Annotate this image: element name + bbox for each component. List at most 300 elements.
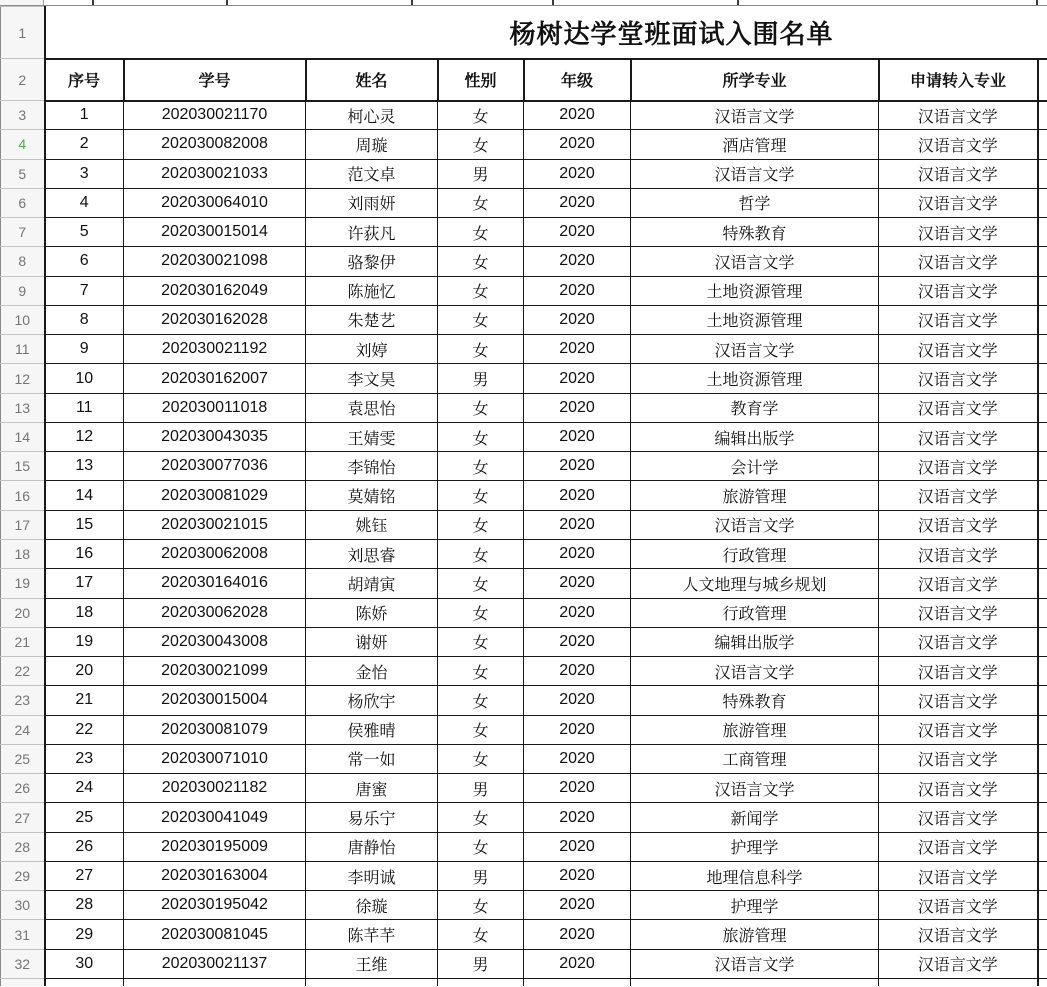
row-number[interactable]: 22 [1, 657, 45, 686]
cell-transfer-major[interactable]: 汉语言文学 [879, 569, 1038, 598]
cell-student-id[interactable] [124, 978, 306, 986]
cell-major[interactable]: 编辑出版学 [631, 627, 879, 656]
cell-name[interactable]: 许荻凡 [306, 218, 438, 247]
cell-no[interactable]: 24 [45, 774, 124, 803]
cell-next-column[interactable] [1038, 276, 1047, 305]
cell-major[interactable]: 特殊教育 [631, 218, 879, 247]
cell-name[interactable]: 陈施忆 [306, 276, 438, 305]
cell-gender[interactable]: 男 [438, 364, 524, 393]
cell-major[interactable]: 哲学 [631, 188, 879, 217]
cell-grade[interactable]: 2020 [524, 715, 631, 744]
cell-major[interactable]: 新闻学 [631, 803, 879, 832]
cell-name[interactable]: 李明诚 [306, 861, 438, 890]
cell-transfer-major[interactable]: 汉语言文学 [879, 130, 1038, 159]
cell-student-id[interactable]: 202030163004 [124, 861, 306, 890]
cell-name[interactable]: 王维 [306, 949, 438, 978]
cell-grade[interactable]: 2020 [524, 861, 631, 890]
cell-gender[interactable]: 女 [438, 744, 524, 773]
row-number[interactable]: 25 [1, 744, 45, 773]
cell-no[interactable]: 10 [45, 364, 124, 393]
cell-name[interactable]: 袁思怡 [306, 393, 438, 422]
cell-student-id[interactable]: 202030077036 [124, 452, 306, 481]
cell-grade[interactable] [524, 978, 631, 986]
cell-grade[interactable]: 2020 [524, 305, 631, 334]
header-grade[interactable]: 年级 [524, 59, 631, 101]
cell-next-column[interactable] [1038, 101, 1047, 130]
cell-major[interactable]: 酒店管理 [631, 130, 879, 159]
cell-transfer-major[interactable]: 汉语言文学 [879, 744, 1038, 773]
cell-student-id[interactable]: 202030162028 [124, 305, 306, 334]
cell-transfer-major[interactable]: 汉语言文学 [879, 422, 1038, 451]
row-number[interactable]: 23 [1, 686, 45, 715]
cell-name[interactable]: 唐蜜 [306, 774, 438, 803]
row-number[interactable]: 3 [1, 101, 45, 130]
cell-gender[interactable]: 女 [438, 803, 524, 832]
cell-gender[interactable]: 女 [438, 130, 524, 159]
cell-next-column[interactable] [1038, 569, 1047, 598]
cell-transfer-major[interactable]: 汉语言文学 [879, 276, 1038, 305]
cell-no[interactable]: 23 [45, 744, 124, 773]
cell-major[interactable]: 工商管理 [631, 744, 879, 773]
cell-next-column[interactable] [1038, 188, 1047, 217]
table-row [1, 627, 1047, 656]
cell-student-id[interactable]: 202030062028 [124, 598, 306, 627]
cell-no[interactable]: 16 [45, 539, 124, 568]
partial-next-row [1, 978, 1047, 986]
cell-no[interactable]: 8 [45, 305, 124, 334]
cell-next-column[interactable] [1038, 861, 1047, 890]
cell-next-column[interactable] [1038, 247, 1047, 276]
cell-name[interactable]: 易乐宁 [306, 803, 438, 832]
cell-grade[interactable]: 2020 [524, 130, 631, 159]
row-number[interactable] [1, 978, 45, 986]
cell-no[interactable]: 11 [45, 393, 124, 422]
cell-transfer-major[interactable]: 汉语言文学 [879, 715, 1038, 744]
cell-student-id[interactable]: 202030195009 [124, 832, 306, 861]
cell-grade[interactable]: 2020 [524, 364, 631, 393]
cell-grade[interactable]: 2020 [524, 218, 631, 247]
row-number[interactable]: 19 [1, 569, 45, 598]
cell-grade[interactable]: 2020 [524, 159, 631, 188]
cell-no[interactable]: 29 [45, 920, 124, 949]
cell-major[interactable]: 地理信息科学 [631, 861, 879, 890]
cell-grade[interactable]: 2020 [524, 247, 631, 276]
header-transfer-major[interactable]: 申请转入专业 [879, 59, 1038, 101]
cell-gender[interactable]: 女 [438, 539, 524, 568]
cell-transfer-major[interactable]: 汉语言文学 [879, 393, 1038, 422]
cell-major[interactable]: 旅游管理 [631, 481, 879, 510]
cell-student-id[interactable]: 202030021170 [124, 101, 306, 130]
cell-grade[interactable]: 2020 [524, 891, 631, 920]
cell-no[interactable]: 17 [45, 569, 124, 598]
cell-transfer-major[interactable]: 汉语言文学 [879, 510, 1038, 539]
cell-name[interactable]: 陈娇 [306, 598, 438, 627]
row-number[interactable]: 18 [1, 539, 45, 568]
cell-next-column[interactable] [1038, 335, 1047, 364]
cell-gender[interactable]: 女 [438, 276, 524, 305]
cell-grade[interactable]: 2020 [524, 920, 631, 949]
cell-student-id[interactable]: 202030195042 [124, 891, 306, 920]
cell-next-column[interactable] [1038, 393, 1047, 422]
cell-next-column[interactable] [1038, 978, 1047, 986]
cell-student-id[interactable]: 202030081045 [124, 920, 306, 949]
cell-name[interactable]: 侯雅晴 [306, 715, 438, 744]
cell-next-column[interactable] [1038, 949, 1047, 978]
cell-gender[interactable]: 女 [438, 569, 524, 598]
cell-transfer-major[interactable]: 汉语言文学 [879, 481, 1038, 510]
cell-next-column[interactable] [1038, 364, 1047, 393]
cell-next-column[interactable] [1038, 598, 1047, 627]
cell-major[interactable] [631, 978, 879, 986]
cell-name[interactable]: 周璇 [306, 130, 438, 159]
cell-major[interactable]: 教育学 [631, 393, 879, 422]
cell-name[interactable]: 胡靖寅 [306, 569, 438, 598]
cell-name[interactable]: 刘婷 [306, 335, 438, 364]
row-number[interactable]: 21 [1, 627, 45, 656]
cell-major[interactable]: 汉语言文学 [631, 774, 879, 803]
cell-major[interactable]: 行政管理 [631, 598, 879, 627]
cell-gender[interactable] [438, 978, 524, 986]
cell-grade[interactable]: 2020 [524, 774, 631, 803]
cell-transfer-major[interactable]: 汉语言文学 [879, 598, 1038, 627]
cell-gender[interactable]: 女 [438, 393, 524, 422]
cell-student-id[interactable]: 202030164016 [124, 569, 306, 598]
cell-gender[interactable]: 女 [438, 657, 524, 686]
cell-gender[interactable]: 女 [438, 686, 524, 715]
cell-transfer-major[interactable]: 汉语言文学 [879, 949, 1038, 978]
cell-no[interactable]: 5 [45, 218, 124, 247]
cell-gender[interactable]: 女 [438, 891, 524, 920]
cell-grade[interactable]: 2020 [524, 422, 631, 451]
row-gutter-remnant [0, 0, 44, 5]
cell-major[interactable]: 护理学 [631, 891, 879, 920]
cell-student-id[interactable]: 202030071010 [124, 744, 306, 773]
row-number[interactable]: 13 [1, 393, 45, 422]
cell-grade[interactable]: 2020 [524, 627, 631, 656]
cell-gender[interactable]: 男 [438, 949, 524, 978]
cell-student-id[interactable]: 202030081029 [124, 481, 306, 510]
cell-next-column[interactable] [1038, 59, 1047, 101]
header-name[interactable]: 姓名 [306, 59, 438, 101]
cell-student-id[interactable]: 202030015014 [124, 218, 306, 247]
cell-name[interactable]: 李文昊 [306, 364, 438, 393]
cell-student-id[interactable]: 202030021182 [124, 774, 306, 803]
cell-no[interactable] [45, 978, 124, 986]
cell-transfer-major[interactable]: 汉语言文学 [879, 832, 1038, 861]
cell-gender[interactable]: 女 [438, 920, 524, 949]
gridline-stub [226, 0, 228, 5]
cell-student-id[interactable]: 202030162007 [124, 364, 306, 393]
cell-transfer-major[interactable]: 汉语言文学 [879, 627, 1038, 656]
cell-next-column[interactable] [1038, 481, 1047, 510]
cell-major[interactable]: 行政管理 [631, 539, 879, 568]
row-number[interactable]: 8 [1, 247, 45, 276]
cell-transfer-major[interactable]: 汉语言文学 [879, 247, 1038, 276]
cell-next-column[interactable] [1038, 686, 1047, 715]
cell-name[interactable]: 唐静怡 [306, 832, 438, 861]
cell-major[interactable]: 土地资源管理 [631, 305, 879, 334]
cell-gender[interactable]: 女 [438, 481, 524, 510]
cell-gender[interactable]: 女 [438, 305, 524, 334]
cell-name[interactable]: 徐璇 [306, 891, 438, 920]
row-number[interactable]: 26 [1, 774, 45, 803]
cell-major[interactable]: 人文地理与城乡规划 [631, 569, 879, 598]
cell-name[interactable]: 金怡 [306, 657, 438, 686]
cell-grade[interactable]: 2020 [524, 744, 631, 773]
cell-next-column[interactable] [1038, 130, 1047, 159]
cell-student-id[interactable]: 202030021015 [124, 510, 306, 539]
cell-next-column[interactable] [1038, 159, 1047, 188]
cell-next-column[interactable] [1038, 744, 1047, 773]
cell-next-column[interactable] [1038, 539, 1047, 568]
cell-major[interactable]: 特殊教育 [631, 686, 879, 715]
cell-transfer-major[interactable]: 汉语言文学 [879, 335, 1038, 364]
cell-name[interactable]: 范文卓 [306, 159, 438, 188]
cell-student-id[interactable]: 202030021192 [124, 335, 306, 364]
cell-next-column[interactable] [1038, 920, 1047, 949]
cell-student-id[interactable]: 202030021033 [124, 159, 306, 188]
cell-next-column[interactable] [1038, 657, 1047, 686]
header-student-id[interactable]: 学号 [124, 59, 306, 101]
cell-no[interactable]: 13 [45, 452, 124, 481]
cell-name[interactable]: 常一如 [306, 744, 438, 773]
cell-name[interactable]: 杨欣宇 [306, 686, 438, 715]
cell-transfer-major[interactable]: 汉语言文学 [879, 218, 1038, 247]
row-number[interactable]: 29 [1, 861, 45, 890]
cell-student-id[interactable]: 202030021099 [124, 657, 306, 686]
cell-grade[interactable]: 2020 [524, 335, 631, 364]
cell-next-column[interactable] [1038, 803, 1047, 832]
cell-no[interactable]: 1 [45, 101, 124, 130]
table-row [1, 598, 1047, 627]
cell-student-id[interactable]: 202030162049 [124, 276, 306, 305]
cell-grade[interactable]: 2020 [524, 657, 631, 686]
row-number[interactable]: 20 [1, 598, 45, 627]
cell-name[interactable] [306, 978, 438, 986]
cell-name[interactable]: 莫婧铭 [306, 481, 438, 510]
cell-major[interactable]: 护理学 [631, 832, 879, 861]
cell-grade[interactable]: 2020 [524, 598, 631, 627]
row-number[interactable]: 9 [1, 276, 45, 305]
cell-transfer-major[interactable]: 汉语言文学 [879, 305, 1038, 334]
cell-grade[interactable]: 2020 [524, 803, 631, 832]
row-number[interactable]: 4 [1, 130, 45, 159]
cell-next-column[interactable] [1038, 627, 1047, 656]
row-number[interactable]: 14 [1, 422, 45, 451]
table-row [1, 686, 1047, 715]
cell-no[interactable]: 28 [45, 891, 124, 920]
cell-next-column[interactable] [1038, 510, 1047, 539]
cell-name[interactable]: 姚钰 [306, 510, 438, 539]
cell-no[interactable]: 22 [45, 715, 124, 744]
cell-grade[interactable]: 2020 [524, 949, 631, 978]
cell-student-id[interactable]: 202030021098 [124, 247, 306, 276]
cell-next-column[interactable] [1038, 452, 1047, 481]
cell-next-column[interactable] [1038, 715, 1047, 744]
cell-major[interactable]: 旅游管理 [631, 715, 879, 744]
cell-gender[interactable]: 女 [438, 422, 524, 451]
cell-name[interactable]: 刘雨妍 [306, 188, 438, 217]
cell-no[interactable]: 4 [45, 188, 124, 217]
row-number[interactable]: 15 [1, 452, 45, 481]
cell-major[interactable]: 汉语言文学 [631, 949, 879, 978]
row-number[interactable]: 2 [1, 59, 45, 101]
cell-gender[interactable]: 女 [438, 510, 524, 539]
cell-no[interactable]: 15 [45, 510, 124, 539]
cell-major[interactable]: 会计学 [631, 452, 879, 481]
cell-transfer-major[interactable]: 汉语言文学 [879, 803, 1038, 832]
cell-name[interactable]: 刘思睿 [306, 539, 438, 568]
row-number[interactable]: 30 [1, 891, 45, 920]
row-number[interactable]: 28 [1, 832, 45, 861]
cell-next-column[interactable] [1038, 774, 1047, 803]
row-number[interactable]: 24 [1, 715, 45, 744]
cell-transfer-major[interactable]: 汉语言文学 [879, 101, 1038, 130]
cell-transfer-major[interactable]: 汉语言文学 [879, 891, 1038, 920]
cell-major[interactable]: 土地资源管理 [631, 364, 879, 393]
row-number[interactable]: 31 [1, 920, 45, 949]
row-number[interactable]: 11 [1, 335, 45, 364]
row-number[interactable]: 16 [1, 481, 45, 510]
cell-name[interactable]: 陈芊芊 [306, 920, 438, 949]
cell-name[interactable]: 李锦怡 [306, 452, 438, 481]
table-row [1, 861, 1047, 890]
row-number[interactable]: 12 [1, 364, 45, 393]
cell-grade[interactable]: 2020 [524, 101, 631, 130]
cell-no[interactable]: 19 [45, 627, 124, 656]
cell-name[interactable]: 谢妍 [306, 627, 438, 656]
cell-no[interactable]: 2 [45, 130, 124, 159]
header-major[interactable]: 所学专业 [631, 59, 879, 101]
cell-gender[interactable]: 女 [438, 188, 524, 217]
cell-name[interactable]: 王婧雯 [306, 422, 438, 451]
cell-grade[interactable]: 2020 [524, 481, 631, 510]
cell-name[interactable]: 柯心灵 [306, 101, 438, 130]
cell-transfer-major[interactable]: 汉语言文学 [879, 920, 1038, 949]
cell-student-id[interactable]: 202030041049 [124, 803, 306, 832]
cell-grade[interactable]: 2020 [524, 510, 631, 539]
row-number[interactable]: 7 [1, 218, 45, 247]
cell-gender[interactable]: 女 [438, 627, 524, 656]
cell-transfer-major[interactable]: 汉语言文学 [879, 159, 1038, 188]
table-row [1, 276, 1047, 305]
cell-major[interactable]: 汉语言文学 [631, 510, 879, 539]
cell-major[interactable]: 汉语言文学 [631, 101, 879, 130]
cell-next-column[interactable] [1038, 832, 1047, 861]
cell-grade[interactable]: 2020 [524, 276, 631, 305]
cell-no[interactable]: 26 [45, 832, 124, 861]
cell-major[interactable]: 汉语言文学 [631, 159, 879, 188]
header-no[interactable]: 序号 [45, 59, 124, 101]
cell-student-id[interactable]: 202030043035 [124, 422, 306, 451]
cell-grade[interactable]: 2020 [524, 539, 631, 568]
cell-grade[interactable]: 2020 [524, 686, 631, 715]
cell-major[interactable]: 旅游管理 [631, 920, 879, 949]
row-number[interactable]: 6 [1, 188, 45, 217]
cell-student-id[interactable]: 202030043008 [124, 627, 306, 656]
row-number[interactable]: 10 [1, 305, 45, 334]
cell-next-column[interactable] [1038, 422, 1047, 451]
cell-no[interactable]: 6 [45, 247, 124, 276]
cell-transfer-major[interactable]: 汉语言文学 [879, 686, 1038, 715]
cell-student-id[interactable]: 202030062008 [124, 539, 306, 568]
cell-transfer-major[interactable]: 汉语言文学 [879, 539, 1038, 568]
cell-transfer-major[interactable]: 汉语言文学 [879, 452, 1038, 481]
row-number[interactable]: 17 [1, 510, 45, 539]
row-number[interactable]: 5 [1, 159, 45, 188]
cell-gender[interactable]: 男 [438, 159, 524, 188]
cell-major[interactable]: 汉语言文学 [631, 657, 879, 686]
cell-transfer-major[interactable]: 汉语言文学 [879, 188, 1038, 217]
cell-no[interactable]: 3 [45, 159, 124, 188]
cell-student-id[interactable]: 202030081079 [124, 715, 306, 744]
cell-no[interactable]: 27 [45, 861, 124, 890]
cell-gender[interactable]: 女 [438, 101, 524, 130]
cell-major[interactable]: 汉语言文学 [631, 335, 879, 364]
cell-gender[interactable]: 女 [438, 218, 524, 247]
cell-transfer-major[interactable] [879, 978, 1038, 986]
cell-grade[interactable]: 2020 [524, 188, 631, 217]
cell-no[interactable]: 18 [45, 598, 124, 627]
table-row [1, 335, 1047, 364]
cell-student-id[interactable]: 202030011018 [124, 393, 306, 422]
cell-no[interactable]: 25 [45, 803, 124, 832]
cell-name[interactable]: 朱楚艺 [306, 305, 438, 334]
cell-major[interactable]: 编辑出版学 [631, 422, 879, 451]
cell-next-column[interactable] [1038, 891, 1047, 920]
cell-gender[interactable]: 男 [438, 861, 524, 890]
cell-no[interactable]: 21 [45, 686, 124, 715]
row-number[interactable]: 1 [1, 7, 45, 59]
row-number[interactable]: 27 [1, 803, 45, 832]
cell-transfer-major[interactable]: 汉语言文学 [879, 364, 1038, 393]
cell-gender[interactable]: 男 [438, 774, 524, 803]
cell-transfer-major[interactable]: 汉语言文学 [879, 774, 1038, 803]
table-row [1, 422, 1047, 451]
cell-gender[interactable]: 女 [438, 598, 524, 627]
cell-no[interactable]: 30 [45, 949, 124, 978]
cell-name[interactable]: 骆黎伊 [306, 247, 438, 276]
cell-grade[interactable]: 2020 [524, 569, 631, 598]
cell-gender[interactable]: 女 [438, 335, 524, 364]
cell-major[interactable]: 土地资源管理 [631, 276, 879, 305]
cell-student-id[interactable]: 202030021137 [124, 949, 306, 978]
cell-grade[interactable]: 2020 [524, 452, 631, 481]
cell-transfer-major[interactable]: 汉语言文学 [879, 861, 1038, 890]
cell-student-id[interactable]: 202030064010 [124, 188, 306, 217]
cell-gender[interactable]: 女 [438, 452, 524, 481]
header-gender[interactable]: 性别 [438, 59, 524, 101]
cell-grade[interactable]: 2020 [524, 832, 631, 861]
cell-no[interactable]: 14 [45, 481, 124, 510]
cell-student-id[interactable]: 202030082008 [124, 130, 306, 159]
sheet-title-cell[interactable]: 杨树达学堂班面试入围名单 [45, 7, 1047, 59]
cell-gender[interactable]: 女 [438, 247, 524, 276]
cell-transfer-major[interactable]: 汉语言文学 [879, 657, 1038, 686]
cell-no[interactable]: 7 [45, 276, 124, 305]
cell-no[interactable]: 9 [45, 335, 124, 364]
cell-grade[interactable]: 2020 [524, 393, 631, 422]
cell-next-column[interactable] [1038, 218, 1047, 247]
cell-no[interactable]: 12 [45, 422, 124, 451]
cell-major[interactable]: 汉语言文学 [631, 247, 879, 276]
row-number[interactable]: 32 [1, 949, 45, 978]
cell-no[interactable]: 20 [45, 657, 124, 686]
cell-student-id[interactable]: 202030015004 [124, 686, 306, 715]
cell-gender[interactable]: 女 [438, 715, 524, 744]
cell-next-column[interactable] [1038, 305, 1047, 334]
cell-gender[interactable]: 女 [438, 832, 524, 861]
